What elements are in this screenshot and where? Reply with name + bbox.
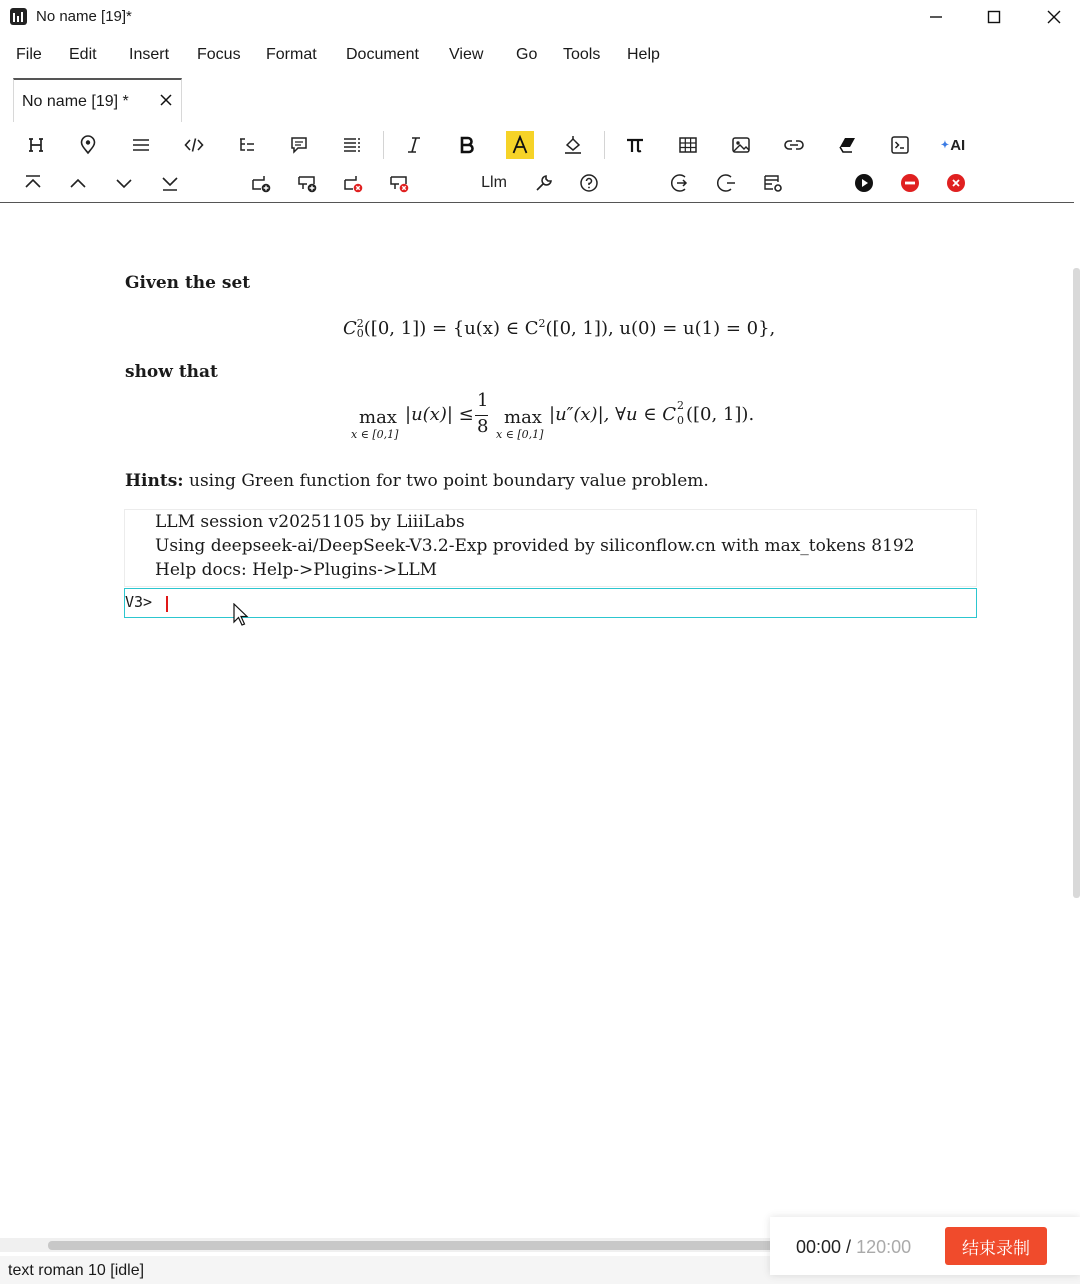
go-bottom-icon[interactable] xyxy=(156,169,184,197)
recording-separator: / xyxy=(841,1237,857,1257)
llm-input-field[interactable] xyxy=(124,588,977,618)
stop-recording-button[interactable]: 结束录制 xyxy=(945,1227,1047,1265)
close-window-button[interactable] xyxy=(1024,0,1080,34)
menu-edit[interactable]: Edit xyxy=(69,46,97,63)
table-icon[interactable] xyxy=(674,131,702,159)
paragraph-show: show that xyxy=(125,362,218,382)
terminal-icon[interactable] xyxy=(886,131,914,159)
equation-set-definition: C 2 0 ([0, 1]) = {u(x) ∈ $C^2([0$, 1]), u(0) = u(1) = 0}, xyxy=(343,317,776,340)
mouse-pointer-icon xyxy=(233,603,251,627)
go-up-icon[interactable] xyxy=(64,169,92,197)
document-canvas[interactable] xyxy=(0,203,1074,1237)
menu-go[interactable]: Go xyxy=(516,46,538,63)
app-icon xyxy=(10,8,27,25)
fold-icon[interactable] xyxy=(667,169,695,197)
llm-session-output xyxy=(124,509,977,587)
tab-bar xyxy=(0,76,1080,124)
equation-inequality: max x ∈ [0,1] |u(x)| ≤ 1 8 max x ∈ [0,1] |u″(x)|, ∀u ∈ C 2 0 ([0, 1]). xyxy=(351,390,755,441)
recording-panel xyxy=(770,1217,1080,1275)
ai-label: AI xyxy=(950,136,966,154)
paragraph-hints xyxy=(125,471,709,491)
window-title: No name [19]* xyxy=(36,8,132,25)
menu-focus[interactable]: Focus xyxy=(197,46,241,63)
menu-tools[interactable]: Tools xyxy=(563,46,601,63)
horizontal-scrollbar-thumb[interactable] xyxy=(48,1241,780,1250)
title-bar xyxy=(0,0,1080,34)
bold-icon[interactable] xyxy=(453,131,481,159)
toolbar-divider xyxy=(604,131,605,159)
insert-session-above-icon[interactable] xyxy=(247,169,275,197)
interrupt-icon[interactable] xyxy=(896,169,924,197)
delete-session-below-icon[interactable] xyxy=(385,169,413,197)
paragraph-icon[interactable] xyxy=(127,131,155,159)
toolbar-divider xyxy=(383,131,384,159)
paint-bucket-icon[interactable] xyxy=(559,131,587,159)
unfold-icon[interactable] xyxy=(713,169,741,197)
menu-document[interactable]: Document xyxy=(346,46,419,63)
menu-insert[interactable]: Insert xyxy=(129,46,170,63)
stop-icon[interactable] xyxy=(942,169,970,197)
ai-icon[interactable]: ✦ AI xyxy=(940,136,966,154)
llm-prompt: V3> xyxy=(125,593,153,611)
paragraph-given: Given the set xyxy=(125,273,251,293)
tab-document[interactable] xyxy=(13,78,182,122)
minimize-button[interactable] xyxy=(906,0,966,34)
menu-file[interactable]: File xyxy=(16,46,42,63)
menu-help[interactable]: Help xyxy=(627,46,660,63)
recording-elapsed: 00:00 xyxy=(796,1237,842,1257)
hint-text: using Green function for two point boundary value problem. xyxy=(183,471,709,491)
wrench-icon[interactable] xyxy=(530,169,558,197)
hint-label: Hints: xyxy=(125,471,184,491)
llm-banner-line: LLM session v20251105 by LiiiLabs xyxy=(155,512,465,532)
menu-format[interactable]: Format xyxy=(266,46,317,63)
llm-model-line: Using deepseek-ai/DeepSeek-V3.2-Exp provided by siliconflow.cn with max_tokens 8192 xyxy=(155,536,915,556)
pi-icon[interactable] xyxy=(621,131,649,159)
vertical-scrollbar[interactable] xyxy=(1073,268,1080,898)
go-down-icon[interactable] xyxy=(110,169,138,197)
image-icon[interactable] xyxy=(727,131,755,159)
menu-bar xyxy=(0,38,1080,72)
horizontal-scrollbar[interactable] xyxy=(0,1238,780,1252)
location-pin-icon[interactable] xyxy=(74,131,102,159)
go-top-icon[interactable] xyxy=(19,169,47,197)
recording-total: 120:00 xyxy=(856,1237,912,1257)
run-icon[interactable] xyxy=(850,169,878,197)
eraser-icon[interactable] xyxy=(833,131,861,159)
highlight-icon[interactable] xyxy=(506,131,534,159)
session-settings-icon[interactable] xyxy=(759,169,787,197)
comment-icon[interactable] xyxy=(285,131,313,159)
insert-session-below-icon[interactable] xyxy=(293,169,321,197)
status-text: text roman 10 [idle] xyxy=(8,1262,145,1279)
tab-close-icon[interactable] xyxy=(160,91,172,111)
list-tree-icon[interactable] xyxy=(233,131,261,159)
code-icon[interactable] xyxy=(180,131,208,159)
menu-view[interactable]: View xyxy=(449,46,484,63)
header-icon[interactable] xyxy=(22,131,50,159)
tab-label: No name [19] * xyxy=(22,93,129,110)
help-icon[interactable] xyxy=(575,169,603,197)
maximize-button[interactable] xyxy=(964,0,1024,34)
link-icon[interactable] xyxy=(780,131,808,159)
llm-help-line: Help docs: Help->Plugins->LLM xyxy=(155,560,438,580)
align-icon[interactable] xyxy=(338,131,366,159)
text-cursor xyxy=(166,596,168,612)
llm-button[interactable]: Llm xyxy=(481,174,507,191)
recording-timer xyxy=(796,1237,911,1258)
italic-icon[interactable] xyxy=(400,131,428,159)
delete-session-above-icon[interactable] xyxy=(339,169,367,197)
